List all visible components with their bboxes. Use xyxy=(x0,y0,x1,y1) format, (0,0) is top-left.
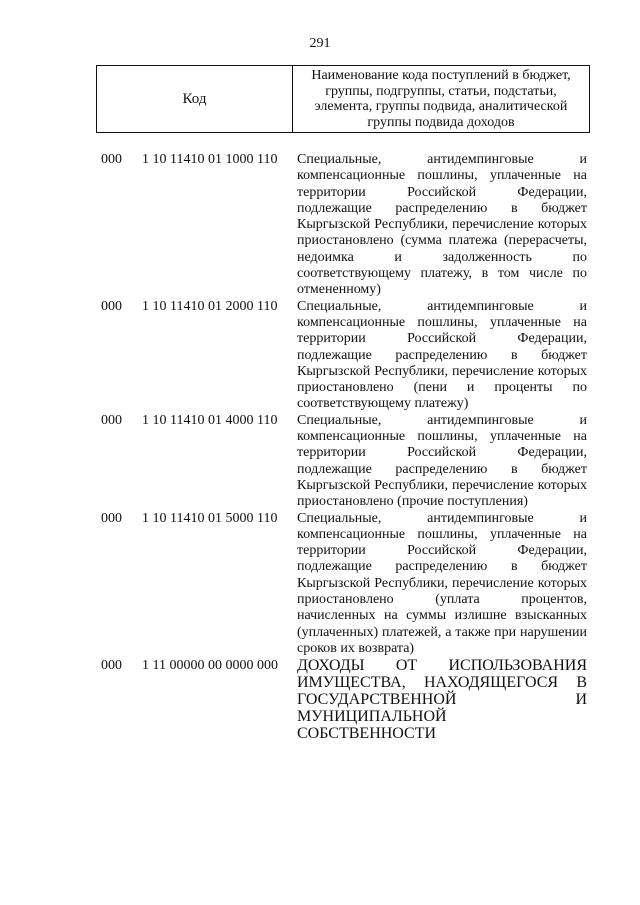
row-prefix: 000 xyxy=(101,298,122,314)
row-description: Специальные, антидемпинговые и компенсационные пошлины, уплаченные на территории Российской Федерации, подлежащие распределению в бюджет Кыргызской Республики, перечисление которых приостановлено (пени и проценты по соответствующему платежу) xyxy=(297,298,587,412)
row-description: Специальные, антидемпинговые и компенсационные пошлины, уплаченные на территории Российской Федерации, подлежащие распределению в бюджет Кыргызской Республики, перечисление которых приостановлено (прочие поступления) xyxy=(297,412,587,510)
row-description: Специальные, антидемпинговые и компенсационные пошлины, уплаченные на территории Российской Федерации, подлежащие распределению в бюджет Кыргызской Республики, перечисление которых приостановлено (уплата процентов, начисленных на суммы излишне взысканных (уплаченных) платежей, а также при нарушении сроков их возврата) xyxy=(297,510,587,656)
row-code: 1 10 11410 01 1000 110 xyxy=(142,152,278,167)
table-row xyxy=(0,511,640,658)
row-code: 1 10 11410 01 5000 110 xyxy=(142,510,278,526)
row-prefix: 000 xyxy=(101,510,122,526)
header-name-cell: Наименование кода поступлений в бюджет, группы, подгруппы, статьи, подстатьи, элемента, группы подвида, аналитической группы подвида доходов xyxy=(311,68,571,130)
table-row xyxy=(0,152,640,299)
header-code-cell: Код xyxy=(97,66,293,132)
row-code: 1 11 00000 00 0000 000 xyxy=(142,658,278,674)
page-number: 291 xyxy=(309,36,331,51)
table-body xyxy=(0,152,640,742)
row-prefix: 000 xyxy=(101,658,122,674)
row-prefix: 000 xyxy=(101,412,122,428)
table-header xyxy=(96,65,590,133)
row-code: 1 10 11410 01 2000 110 xyxy=(142,298,278,314)
row-description: Специальные, антидемпинговые и компенсационные пошлины, уплаченные на территории Российской Федерации, подлежащие распределению в бюджет Кыргызской Республики, перечисление которых приостановлено (сумма платежа (перерасчеты, недоимка и задолженность по соответствующему платежу, в том числе по отмененному) xyxy=(297,152,587,298)
row-prefix: 000 xyxy=(101,152,122,167)
row-description: ДОХОДЫ ОТ ИСПОЛЬЗОВАНИЯ ИМУЩЕСТВА, НАХОДЯЩЕГОСЯ В ГОСУДАРСТВЕННОЙ И МУНИЦИПАЛЬНОЙ СОБСТВЕННОСТИ xyxy=(297,657,587,743)
table-row xyxy=(0,413,640,511)
table-row xyxy=(0,657,640,742)
table-row xyxy=(0,299,640,413)
row-code: 1 10 11410 01 4000 110 xyxy=(142,412,278,428)
